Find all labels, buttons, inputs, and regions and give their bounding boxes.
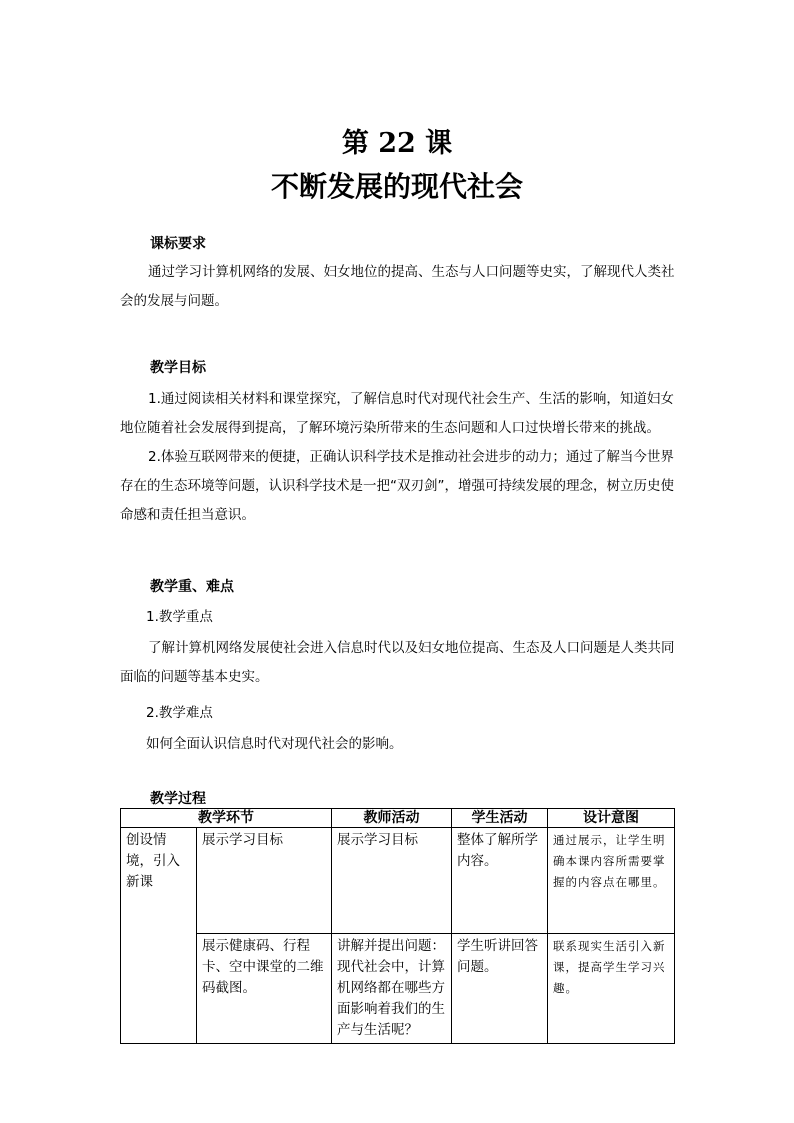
- col-student: 学生活动: [452, 809, 548, 828]
- intent-cell: 通过展示，让学生明确本课内容所需要掌握的内容点在哪里。: [548, 828, 675, 934]
- difficulty-label: 2.教学难点: [146, 705, 213, 721]
- lesson-number: 第 22 课: [341, 128, 453, 159]
- teacher-cell: 展示学习目标: [332, 828, 452, 934]
- table-row: [121, 828, 675, 934]
- keypoints-heading: 教学重、难点: [150, 579, 234, 595]
- table-header-row: [121, 809, 675, 828]
- student-cell: 学生听讲回答问题。: [452, 934, 548, 1044]
- difficulty-text: 如何全面认识信息时代对现代社会的影响。: [146, 736, 403, 752]
- objective-item: 2.体验互联网带来的便捷，正确认识科学技术是推动社会进步的动力；通过了解当今世界存在的生态环境等问题，认识科学技术是一把“双刃剑”，增强可持续发展的理念，树立历史使命感和责任担当意识。: [120, 449, 674, 523]
- intent-cell: 联系现实生活引入新课，提高学生学习兴趣。: [548, 934, 675, 1044]
- stage-cell: 创设情境，引入新课: [121, 828, 197, 1044]
- focus-text: 了解计算机网络发展使社会进入信息时代以及妇女地位提高、生态及人口问题是人类共同面临的问题等基本史实。: [120, 640, 675, 685]
- process-heading: 教学过程: [150, 791, 206, 807]
- student-cell: 整体了解所学内容。: [452, 828, 548, 934]
- col-teacher: 教师活动: [332, 809, 452, 828]
- teacher-cell: 讲解并提出问题：现代社会中，计算机网络都在哪些方面影响着我们的生产与生活呢？: [332, 934, 452, 1044]
- focus-label: 1.教学重点: [146, 609, 213, 625]
- step-cell: 展示健康码、行程卡、空中课堂的二维码截图。: [197, 934, 332, 1044]
- curriculum-text: 通过学习计算机网络的发展、妇女地位的提高、生态与人口问题等史实，了解现代人类社会的发展与问题。: [120, 264, 675, 309]
- curriculum-heading: 课标要求: [150, 236, 206, 252]
- objective-item: 1.通过阅读相关材料和课堂探究，了解信息时代对现代社会生产、生活的影响，知道妇女地位随着社会发展得到提高，了解环境污染所带来的生态问题和人口过快增长带来的挑战。: [120, 391, 674, 436]
- step-cell: 展示学习目标: [197, 828, 332, 934]
- table-row: [121, 934, 675, 1044]
- col-intent: 设计意图: [548, 809, 675, 828]
- process-table: [120, 808, 675, 1044]
- objectives-heading: 教学目标: [150, 360, 206, 376]
- objectives-list: [120, 385, 680, 530]
- lesson-title: 不断发展的现代社会: [270, 170, 523, 203]
- col-stage: 教学环节: [121, 809, 332, 828]
